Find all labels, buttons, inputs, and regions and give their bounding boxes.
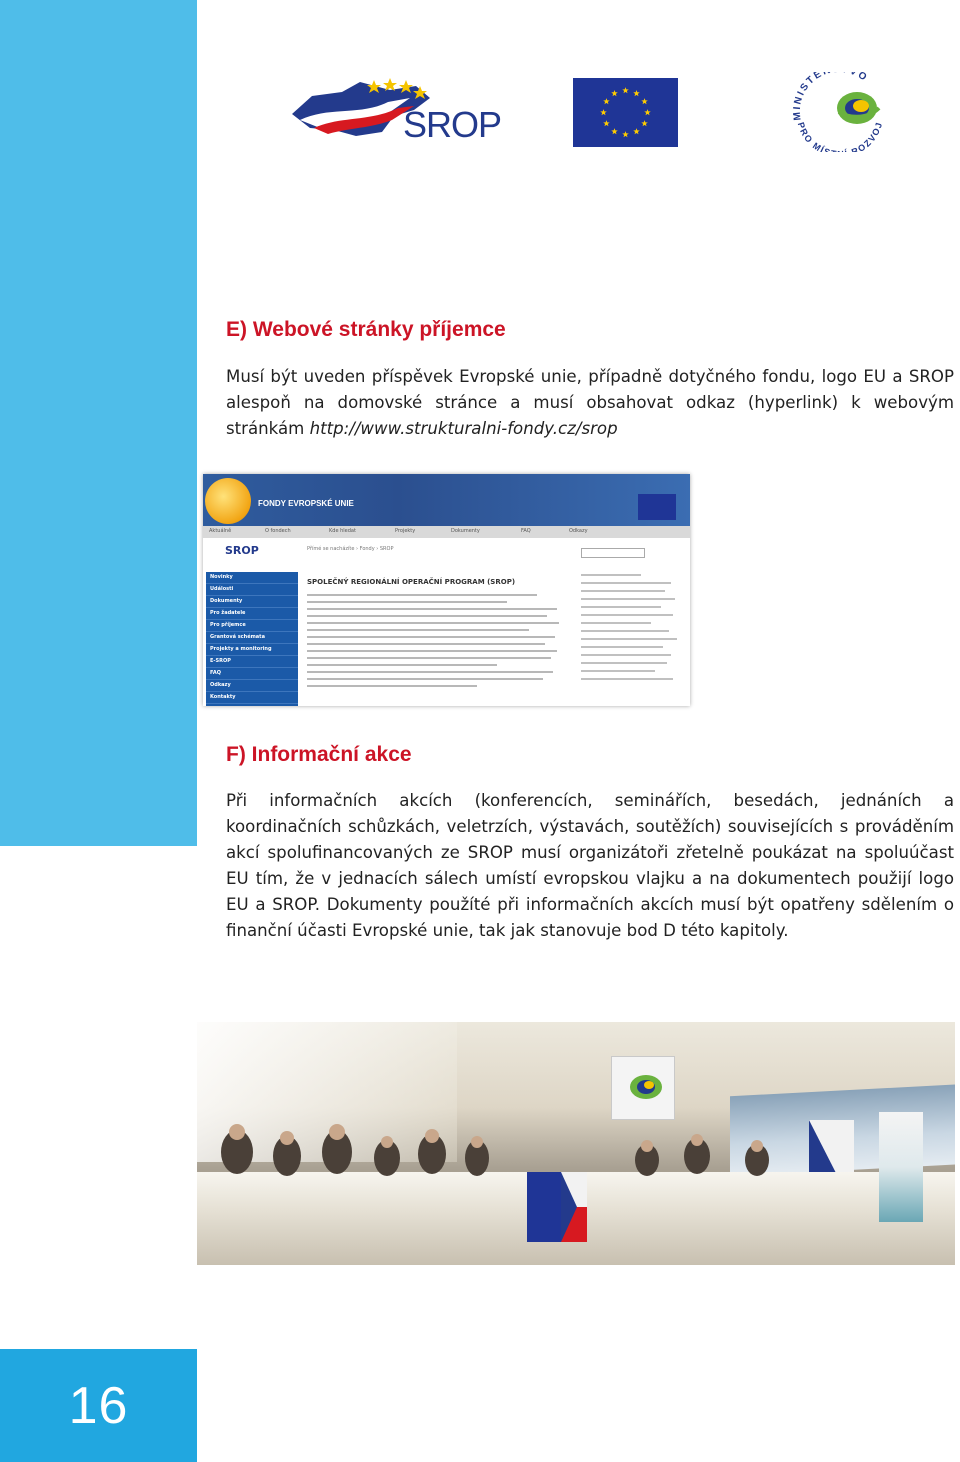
heading-information-actions: F) Informační akce xyxy=(226,743,412,766)
paragraph-website xyxy=(226,364,954,442)
website-nav-item: Novinky xyxy=(206,572,298,584)
website-content-text xyxy=(307,594,565,692)
website-banner-text: FONDY EVROPSKÉ UNIE xyxy=(258,499,354,508)
website-nav-item: Pro příjemce xyxy=(206,620,298,632)
eu-star-icon xyxy=(633,128,639,134)
website-menu-item: Kde hledat xyxy=(329,528,356,534)
website-menu-item: Projekty xyxy=(395,528,416,534)
ministry-logo-board xyxy=(611,1056,675,1120)
rollup-banner xyxy=(879,1112,923,1222)
conference-photo xyxy=(197,1022,955,1265)
eu-flag-logo xyxy=(573,78,678,147)
website-menu-item: Aktuálně xyxy=(209,528,232,534)
website-nav-item: Kontakty xyxy=(206,692,298,704)
website-menu-item: O fondech xyxy=(265,528,291,534)
website-nav-item: FAQ xyxy=(206,668,298,680)
website-nav-item: Pro žadatele xyxy=(206,608,298,620)
eu-star-icon xyxy=(600,109,606,115)
website-top-menu xyxy=(203,526,690,538)
euro-coin-icon xyxy=(205,478,251,524)
heading-website: E) Webové stránky příjemce xyxy=(226,318,506,341)
eu-star-icon xyxy=(622,131,628,137)
eu-star-icon xyxy=(603,98,609,104)
eu-star-icon xyxy=(622,87,628,93)
eu-star-icon xyxy=(611,90,617,96)
srop-logo xyxy=(290,76,502,152)
website-nav-item: Odkazy xyxy=(206,680,298,692)
website-menu-item: Odkazy xyxy=(569,528,588,534)
website-nav-item: Dokumenty xyxy=(206,596,298,608)
website-left-nav xyxy=(206,572,298,706)
paragraph-website-text: Musí být uveden příspěvek Evropské unie, případně dotyčného fondu, logo EU a SROP alespoň na domovské stránce a musí obsahovat odkaz (hyperlink) k webovým stránkám xyxy=(226,367,954,438)
ministry-logo-top-text: MINISTE VO xyxy=(791,72,871,121)
website-nav-item: Události xyxy=(206,584,298,596)
eu-flag-mini-icon xyxy=(638,494,676,520)
website-screenshot xyxy=(203,474,690,706)
eu-table-flag-icon xyxy=(527,1172,561,1242)
website-menu-item: FAQ xyxy=(521,528,531,534)
eu-stars-icon xyxy=(573,78,678,147)
eu-star-icon xyxy=(633,90,639,96)
srop-url-link[interactable]: http://www.strukturalni-fondy.cz/srop xyxy=(309,419,618,438)
eu-star-icon xyxy=(641,120,647,126)
website-content-title: SPOLEČNÝ REGIONÁLNÍ OPERAČNÍ PROGRAM (SROP) xyxy=(307,578,516,586)
website-nav-item: Grantová schémata xyxy=(206,632,298,644)
website-nav-item: E-SROP xyxy=(206,656,298,668)
czech-table-flag-icon xyxy=(561,1172,587,1242)
paragraph-information-actions: Při informačních akcích (konferencích, seminářích, besedách, jednáních a koordinačních schůzkách, veletrzích, výstavách, soutěžích) souvisejících s prováděním akcí spolufinancovaných ze SROP musí organizátoři zřetelně poukázat na spoluúčast EU tím, že v jednacích sálech umístí evropskou vlajku a na dokumentech použijí logo EU a SROP. Dokumenty použíté při informačních akcích musí být opatřeny sdělením o finanční účasti Evropské unie, tak jak stanovuje bod D této kapitoly. xyxy=(226,791,954,940)
website-breadcrumb: Přímé se nacházíte › Fondy › SROP xyxy=(307,546,394,552)
eu-star-icon xyxy=(603,120,609,126)
ministry-emblem-icon xyxy=(787,72,892,152)
ministry-regional-development-logo xyxy=(787,72,892,152)
sidebar-accent-top xyxy=(0,0,197,846)
srop-logo-text: SROP xyxy=(403,104,502,145)
svg-text:PRO MÍSTNÍ ROZVOJ xyxy=(796,120,885,152)
ministry-logo-bottom-text: PRO MÍ ROZVOJ xyxy=(795,120,885,152)
website-menu-item: Dokumenty xyxy=(451,528,480,534)
eu-star-icon xyxy=(611,128,617,134)
eu-star-icon xyxy=(641,98,647,104)
eu-star-icon xyxy=(644,109,650,115)
website-srop-logo: SROP xyxy=(225,544,259,557)
website-search-box xyxy=(581,548,645,558)
website-right-column xyxy=(581,574,681,686)
website-nav-item: Projekty a monitoring xyxy=(206,644,298,656)
page-number: 16 xyxy=(68,1376,129,1435)
